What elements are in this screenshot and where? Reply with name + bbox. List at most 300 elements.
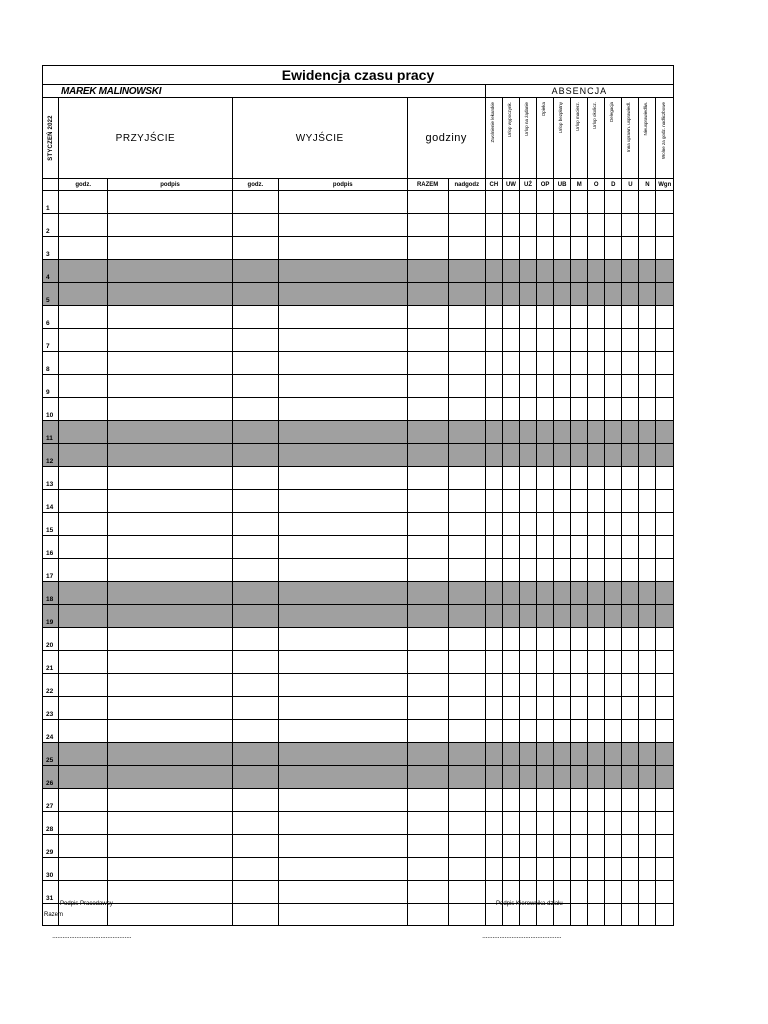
absence-mark-cell[interactable] xyxy=(622,628,639,651)
absence-mark-cell[interactable] xyxy=(485,444,502,467)
absence-mark-cell[interactable] xyxy=(588,283,605,306)
absence-mark-cell[interactable] xyxy=(588,467,605,490)
out-time-cell[interactable] xyxy=(232,812,278,835)
absence-mark-cell[interactable] xyxy=(571,766,588,789)
absence-mark-cell[interactable] xyxy=(519,444,536,467)
absence-mark-cell[interactable] xyxy=(554,582,571,605)
absence-mark-cell[interactable] xyxy=(588,812,605,835)
in-time-cell[interactable] xyxy=(59,191,108,214)
absence-mark-cell[interactable] xyxy=(622,582,639,605)
absence-mark-cell[interactable] xyxy=(519,559,536,582)
absence-mark-cell[interactable] xyxy=(502,444,519,467)
absence-mark-cell[interactable] xyxy=(656,467,674,490)
absence-mark-cell[interactable] xyxy=(502,720,519,743)
in-signature-cell[interactable] xyxy=(108,375,233,398)
in-time-cell[interactable] xyxy=(59,812,108,835)
out-signature-cell[interactable] xyxy=(278,398,407,421)
absence-mark-cell[interactable] xyxy=(554,743,571,766)
absence-mark-cell[interactable] xyxy=(554,628,571,651)
absence-mark-cell[interactable] xyxy=(571,835,588,858)
out-signature-cell[interactable] xyxy=(278,720,407,743)
absence-mark-cell[interactable] xyxy=(656,582,674,605)
absence-mark-cell[interactable] xyxy=(588,559,605,582)
absence-mark-cell[interactable] xyxy=(639,513,656,536)
overtime-cell[interactable] xyxy=(448,858,485,881)
out-time-cell[interactable] xyxy=(232,720,278,743)
absence-mark-cell[interactable] xyxy=(537,283,554,306)
out-time-cell[interactable] xyxy=(232,697,278,720)
absence-mark-cell[interactable] xyxy=(537,651,554,674)
out-signature-cell[interactable] xyxy=(278,490,407,513)
overtime-cell[interactable] xyxy=(448,513,485,536)
absence-mark-cell[interactable] xyxy=(656,881,674,904)
absence-mark-cell[interactable] xyxy=(554,283,571,306)
absence-mark-cell[interactable] xyxy=(571,490,588,513)
in-signature-cell[interactable] xyxy=(108,283,233,306)
absence-mark-cell[interactable] xyxy=(656,559,674,582)
in-time-cell[interactable] xyxy=(59,582,108,605)
absence-mark-cell[interactable] xyxy=(502,329,519,352)
absence-mark-cell[interactable] xyxy=(605,720,622,743)
absence-mark-cell[interactable] xyxy=(502,306,519,329)
out-time-cell[interactable] xyxy=(232,582,278,605)
absence-mark-cell[interactable] xyxy=(571,375,588,398)
overtime-cell[interactable] xyxy=(448,628,485,651)
absence-mark-cell[interactable] xyxy=(537,421,554,444)
total-hours-cell[interactable] xyxy=(407,444,448,467)
in-time-cell[interactable] xyxy=(59,444,108,467)
out-signature-cell[interactable] xyxy=(278,306,407,329)
absence-mark-cell[interactable] xyxy=(554,375,571,398)
absence-mark-cell[interactable] xyxy=(588,444,605,467)
absence-mark-cell[interactable] xyxy=(519,191,536,214)
overtime-cell[interactable] xyxy=(448,352,485,375)
absence-mark-cell[interactable] xyxy=(622,789,639,812)
overtime-cell[interactable] xyxy=(448,444,485,467)
absence-mark-cell[interactable] xyxy=(554,789,571,812)
overtime-cell[interactable] xyxy=(448,881,485,904)
total-hours-cell[interactable] xyxy=(407,237,448,260)
absence-mark-cell[interactable] xyxy=(502,559,519,582)
absence-mark-cell[interactable] xyxy=(519,720,536,743)
overtime-cell[interactable] xyxy=(448,490,485,513)
absence-mark-cell[interactable] xyxy=(588,260,605,283)
absence-mark-cell[interactable] xyxy=(639,237,656,260)
absence-mark-cell[interactable] xyxy=(656,191,674,214)
in-signature-cell[interactable] xyxy=(108,421,233,444)
out-signature-cell[interactable] xyxy=(278,812,407,835)
absence-mark-cell[interactable] xyxy=(588,375,605,398)
absence-mark-cell[interactable] xyxy=(554,858,571,881)
absence-mark-cell[interactable] xyxy=(554,766,571,789)
absence-mark-cell[interactable] xyxy=(639,329,656,352)
absence-mark-cell[interactable] xyxy=(502,835,519,858)
in-signature-cell[interactable] xyxy=(108,605,233,628)
absence-mark-cell[interactable] xyxy=(588,766,605,789)
out-signature-cell[interactable] xyxy=(278,421,407,444)
in-time-cell[interactable] xyxy=(59,398,108,421)
absence-mark-cell[interactable] xyxy=(656,283,674,306)
absence-mark-cell[interactable] xyxy=(485,490,502,513)
totals-cell[interactable] xyxy=(622,904,639,926)
absence-mark-cell[interactable] xyxy=(537,858,554,881)
absence-mark-cell[interactable] xyxy=(502,352,519,375)
absence-mark-cell[interactable] xyxy=(571,858,588,881)
absence-mark-cell[interactable] xyxy=(537,697,554,720)
absence-mark-cell[interactable] xyxy=(656,743,674,766)
overtime-cell[interactable] xyxy=(448,605,485,628)
total-hours-cell[interactable] xyxy=(407,559,448,582)
absence-mark-cell[interactable] xyxy=(639,536,656,559)
absence-mark-cell[interactable] xyxy=(537,766,554,789)
absence-mark-cell[interactable] xyxy=(485,352,502,375)
out-signature-cell[interactable] xyxy=(278,513,407,536)
out-signature-cell[interactable] xyxy=(278,605,407,628)
in-time-cell[interactable] xyxy=(59,766,108,789)
absence-mark-cell[interactable] xyxy=(571,743,588,766)
out-time-cell[interactable] xyxy=(232,858,278,881)
total-hours-cell[interactable] xyxy=(407,398,448,421)
absence-mark-cell[interactable] xyxy=(605,835,622,858)
absence-mark-cell[interactable] xyxy=(537,812,554,835)
total-hours-cell[interactable] xyxy=(407,812,448,835)
absence-mark-cell[interactable] xyxy=(485,812,502,835)
out-time-cell[interactable] xyxy=(232,835,278,858)
total-hours-cell[interactable] xyxy=(407,835,448,858)
absence-mark-cell[interactable] xyxy=(639,881,656,904)
in-signature-cell[interactable] xyxy=(108,329,233,352)
in-time-cell[interactable] xyxy=(59,559,108,582)
absence-mark-cell[interactable] xyxy=(605,191,622,214)
absence-mark-cell[interactable] xyxy=(656,536,674,559)
total-hours-cell[interactable] xyxy=(407,674,448,697)
absence-mark-cell[interactable] xyxy=(639,582,656,605)
out-time-cell[interactable] xyxy=(232,306,278,329)
absence-mark-cell[interactable] xyxy=(485,191,502,214)
absence-mark-cell[interactable] xyxy=(588,720,605,743)
absence-mark-cell[interactable] xyxy=(588,582,605,605)
absence-mark-cell[interactable] xyxy=(605,789,622,812)
absence-mark-cell[interactable] xyxy=(554,191,571,214)
out-signature-cell[interactable] xyxy=(278,260,407,283)
absence-mark-cell[interactable] xyxy=(519,421,536,444)
in-signature-cell[interactable] xyxy=(108,881,233,904)
absence-mark-cell[interactable] xyxy=(588,513,605,536)
in-time-cell[interactable] xyxy=(59,283,108,306)
absence-mark-cell[interactable] xyxy=(519,513,536,536)
out-time-cell[interactable] xyxy=(232,743,278,766)
total-hours-cell[interactable] xyxy=(407,536,448,559)
out-time-cell[interactable] xyxy=(232,375,278,398)
absence-mark-cell[interactable] xyxy=(571,559,588,582)
in-time-cell[interactable] xyxy=(59,490,108,513)
absence-mark-cell[interactable] xyxy=(571,398,588,421)
out-time-cell[interactable] xyxy=(232,490,278,513)
absence-mark-cell[interactable] xyxy=(588,628,605,651)
absence-mark-cell[interactable] xyxy=(554,306,571,329)
in-time-cell[interactable] xyxy=(59,720,108,743)
absence-mark-cell[interactable] xyxy=(656,605,674,628)
absence-mark-cell[interactable] xyxy=(485,835,502,858)
in-time-cell[interactable] xyxy=(59,835,108,858)
absence-mark-cell[interactable] xyxy=(485,605,502,628)
absence-mark-cell[interactable] xyxy=(519,283,536,306)
total-hours-cell[interactable] xyxy=(407,375,448,398)
absence-mark-cell[interactable] xyxy=(502,375,519,398)
out-time-cell[interactable] xyxy=(232,881,278,904)
absence-mark-cell[interactable] xyxy=(502,237,519,260)
absence-mark-cell[interactable] xyxy=(519,743,536,766)
absence-mark-cell[interactable] xyxy=(571,674,588,697)
total-hours-cell[interactable] xyxy=(407,283,448,306)
absence-mark-cell[interactable] xyxy=(502,697,519,720)
absence-mark-cell[interactable] xyxy=(656,490,674,513)
overtime-cell[interactable] xyxy=(448,421,485,444)
absence-mark-cell[interactable] xyxy=(537,352,554,375)
in-time-cell[interactable] xyxy=(59,513,108,536)
total-hours-cell[interactable] xyxy=(407,628,448,651)
out-time-cell[interactable] xyxy=(232,214,278,237)
absence-mark-cell[interactable] xyxy=(485,375,502,398)
absence-mark-cell[interactable] xyxy=(502,651,519,674)
absence-mark-cell[interactable] xyxy=(622,858,639,881)
absence-mark-cell[interactable] xyxy=(554,536,571,559)
in-signature-cell[interactable] xyxy=(108,835,233,858)
absence-mark-cell[interactable] xyxy=(554,352,571,375)
out-time-cell[interactable] xyxy=(232,421,278,444)
out-time-cell[interactable] xyxy=(232,352,278,375)
out-signature-cell[interactable] xyxy=(278,697,407,720)
absence-mark-cell[interactable] xyxy=(502,191,519,214)
absence-mark-cell[interactable] xyxy=(588,398,605,421)
totals-cell[interactable] xyxy=(639,904,656,926)
absence-mark-cell[interactable] xyxy=(519,697,536,720)
absence-mark-cell[interactable] xyxy=(639,720,656,743)
absence-mark-cell[interactable] xyxy=(537,306,554,329)
out-time-cell[interactable] xyxy=(232,674,278,697)
absence-mark-cell[interactable] xyxy=(605,559,622,582)
in-time-cell[interactable] xyxy=(59,536,108,559)
absence-mark-cell[interactable] xyxy=(571,789,588,812)
in-time-cell[interactable] xyxy=(59,605,108,628)
in-time-cell[interactable] xyxy=(59,214,108,237)
overtime-cell[interactable] xyxy=(448,329,485,352)
absence-mark-cell[interactable] xyxy=(656,812,674,835)
absence-mark-cell[interactable] xyxy=(537,513,554,536)
out-signature-cell[interactable] xyxy=(278,444,407,467)
absence-mark-cell[interactable] xyxy=(622,720,639,743)
absence-mark-cell[interactable] xyxy=(571,444,588,467)
absence-mark-cell[interactable] xyxy=(502,513,519,536)
absence-mark-cell[interactable] xyxy=(537,237,554,260)
absence-mark-cell[interactable] xyxy=(519,582,536,605)
absence-mark-cell[interactable] xyxy=(622,651,639,674)
in-time-cell[interactable] xyxy=(59,352,108,375)
absence-mark-cell[interactable] xyxy=(622,421,639,444)
absence-mark-cell[interactable] xyxy=(622,835,639,858)
absence-mark-cell[interactable] xyxy=(537,260,554,283)
absence-mark-cell[interactable] xyxy=(639,490,656,513)
in-signature-cell[interactable] xyxy=(108,237,233,260)
absence-mark-cell[interactable] xyxy=(537,490,554,513)
absence-mark-cell[interactable] xyxy=(537,444,554,467)
absence-mark-cell[interactable] xyxy=(656,398,674,421)
absence-mark-cell[interactable] xyxy=(502,766,519,789)
absence-mark-cell[interactable] xyxy=(537,743,554,766)
absence-mark-cell[interactable] xyxy=(588,490,605,513)
total-hours-cell[interactable] xyxy=(407,743,448,766)
out-signature-cell[interactable] xyxy=(278,283,407,306)
absence-mark-cell[interactable] xyxy=(502,490,519,513)
out-signature-cell[interactable] xyxy=(278,674,407,697)
absence-mark-cell[interactable] xyxy=(554,812,571,835)
in-signature-cell[interactable] xyxy=(108,628,233,651)
overtime-cell[interactable] xyxy=(448,467,485,490)
totals-cell[interactable] xyxy=(407,904,448,926)
absence-mark-cell[interactable] xyxy=(639,283,656,306)
absence-mark-cell[interactable] xyxy=(571,513,588,536)
out-time-cell[interactable] xyxy=(232,559,278,582)
overtime-cell[interactable] xyxy=(448,674,485,697)
absence-mark-cell[interactable] xyxy=(485,651,502,674)
total-hours-cell[interactable] xyxy=(407,720,448,743)
absence-mark-cell[interactable] xyxy=(639,559,656,582)
absence-mark-cell[interactable] xyxy=(656,628,674,651)
absence-mark-cell[interactable] xyxy=(588,352,605,375)
absence-mark-cell[interactable] xyxy=(571,329,588,352)
in-signature-cell[interactable] xyxy=(108,513,233,536)
absence-mark-cell[interactable] xyxy=(605,743,622,766)
absence-mark-cell[interactable] xyxy=(485,789,502,812)
absence-mark-cell[interactable] xyxy=(622,444,639,467)
absence-mark-cell[interactable] xyxy=(519,536,536,559)
absence-mark-cell[interactable] xyxy=(502,789,519,812)
out-time-cell[interactable] xyxy=(232,444,278,467)
overtime-cell[interactable] xyxy=(448,835,485,858)
absence-mark-cell[interactable] xyxy=(519,214,536,237)
absence-mark-cell[interactable] xyxy=(485,743,502,766)
overtime-cell[interactable] xyxy=(448,306,485,329)
absence-mark-cell[interactable] xyxy=(519,467,536,490)
absence-mark-cell[interactable] xyxy=(554,444,571,467)
absence-mark-cell[interactable] xyxy=(639,835,656,858)
in-signature-cell[interactable] xyxy=(108,490,233,513)
absence-mark-cell[interactable] xyxy=(485,329,502,352)
absence-mark-cell[interactable] xyxy=(554,329,571,352)
absence-mark-cell[interactable] xyxy=(605,467,622,490)
absence-mark-cell[interactable] xyxy=(502,582,519,605)
absence-mark-cell[interactable] xyxy=(554,559,571,582)
absence-mark-cell[interactable] xyxy=(571,260,588,283)
absence-mark-cell[interactable] xyxy=(537,835,554,858)
absence-mark-cell[interactable] xyxy=(502,743,519,766)
out-signature-cell[interactable] xyxy=(278,766,407,789)
overtime-cell[interactable] xyxy=(448,789,485,812)
absence-mark-cell[interactable] xyxy=(588,237,605,260)
out-signature-cell[interactable] xyxy=(278,582,407,605)
in-signature-cell[interactable] xyxy=(108,214,233,237)
absence-mark-cell[interactable] xyxy=(639,674,656,697)
total-hours-cell[interactable] xyxy=(407,191,448,214)
total-hours-cell[interactable] xyxy=(407,490,448,513)
absence-mark-cell[interactable] xyxy=(537,674,554,697)
absence-mark-cell[interactable] xyxy=(656,720,674,743)
total-hours-cell[interactable] xyxy=(407,697,448,720)
absence-mark-cell[interactable] xyxy=(588,743,605,766)
overtime-cell[interactable] xyxy=(448,191,485,214)
absence-mark-cell[interactable] xyxy=(656,513,674,536)
total-hours-cell[interactable] xyxy=(407,789,448,812)
absence-mark-cell[interactable] xyxy=(588,605,605,628)
overtime-cell[interactable] xyxy=(448,812,485,835)
absence-mark-cell[interactable] xyxy=(571,812,588,835)
absence-mark-cell[interactable] xyxy=(485,720,502,743)
absence-mark-cell[interactable] xyxy=(537,398,554,421)
absence-mark-cell[interactable] xyxy=(656,421,674,444)
absence-mark-cell[interactable] xyxy=(485,858,502,881)
absence-mark-cell[interactable] xyxy=(554,720,571,743)
absence-mark-cell[interactable] xyxy=(554,260,571,283)
absence-mark-cell[interactable] xyxy=(639,812,656,835)
absence-mark-cell[interactable] xyxy=(639,352,656,375)
absence-mark-cell[interactable] xyxy=(571,306,588,329)
absence-mark-cell[interactable] xyxy=(622,812,639,835)
overtime-cell[interactable] xyxy=(448,720,485,743)
absence-mark-cell[interactable] xyxy=(588,835,605,858)
out-signature-cell[interactable] xyxy=(278,835,407,858)
absence-mark-cell[interactable] xyxy=(622,375,639,398)
out-time-cell[interactable] xyxy=(232,237,278,260)
absence-mark-cell[interactable] xyxy=(571,191,588,214)
absence-mark-cell[interactable] xyxy=(588,881,605,904)
absence-mark-cell[interactable] xyxy=(605,214,622,237)
absence-mark-cell[interactable] xyxy=(485,260,502,283)
out-signature-cell[interactable] xyxy=(278,881,407,904)
in-time-cell[interactable] xyxy=(59,743,108,766)
absence-mark-cell[interactable] xyxy=(588,789,605,812)
out-signature-cell[interactable] xyxy=(278,651,407,674)
absence-mark-cell[interactable] xyxy=(622,237,639,260)
absence-mark-cell[interactable] xyxy=(485,513,502,536)
total-hours-cell[interactable] xyxy=(407,651,448,674)
absence-mark-cell[interactable] xyxy=(588,674,605,697)
absence-mark-cell[interactable] xyxy=(588,191,605,214)
absence-mark-cell[interactable] xyxy=(605,812,622,835)
absence-mark-cell[interactable] xyxy=(554,651,571,674)
absence-mark-cell[interactable] xyxy=(639,375,656,398)
totals-cell[interactable] xyxy=(588,904,605,926)
absence-mark-cell[interactable] xyxy=(605,605,622,628)
absence-mark-cell[interactable] xyxy=(622,605,639,628)
out-signature-cell[interactable] xyxy=(278,858,407,881)
absence-mark-cell[interactable] xyxy=(639,743,656,766)
out-time-cell[interactable] xyxy=(232,766,278,789)
absence-mark-cell[interactable] xyxy=(571,881,588,904)
totals-cell[interactable] xyxy=(656,904,674,926)
absence-mark-cell[interactable] xyxy=(485,237,502,260)
absence-mark-cell[interactable] xyxy=(571,605,588,628)
absence-mark-cell[interactable] xyxy=(605,881,622,904)
absence-mark-cell[interactable] xyxy=(639,605,656,628)
absence-mark-cell[interactable] xyxy=(622,490,639,513)
total-hours-cell[interactable] xyxy=(407,352,448,375)
in-signature-cell[interactable] xyxy=(108,743,233,766)
absence-mark-cell[interactable] xyxy=(622,697,639,720)
absence-mark-cell[interactable] xyxy=(622,766,639,789)
absence-mark-cell[interactable] xyxy=(605,421,622,444)
overtime-cell[interactable] xyxy=(448,766,485,789)
absence-mark-cell[interactable] xyxy=(571,283,588,306)
